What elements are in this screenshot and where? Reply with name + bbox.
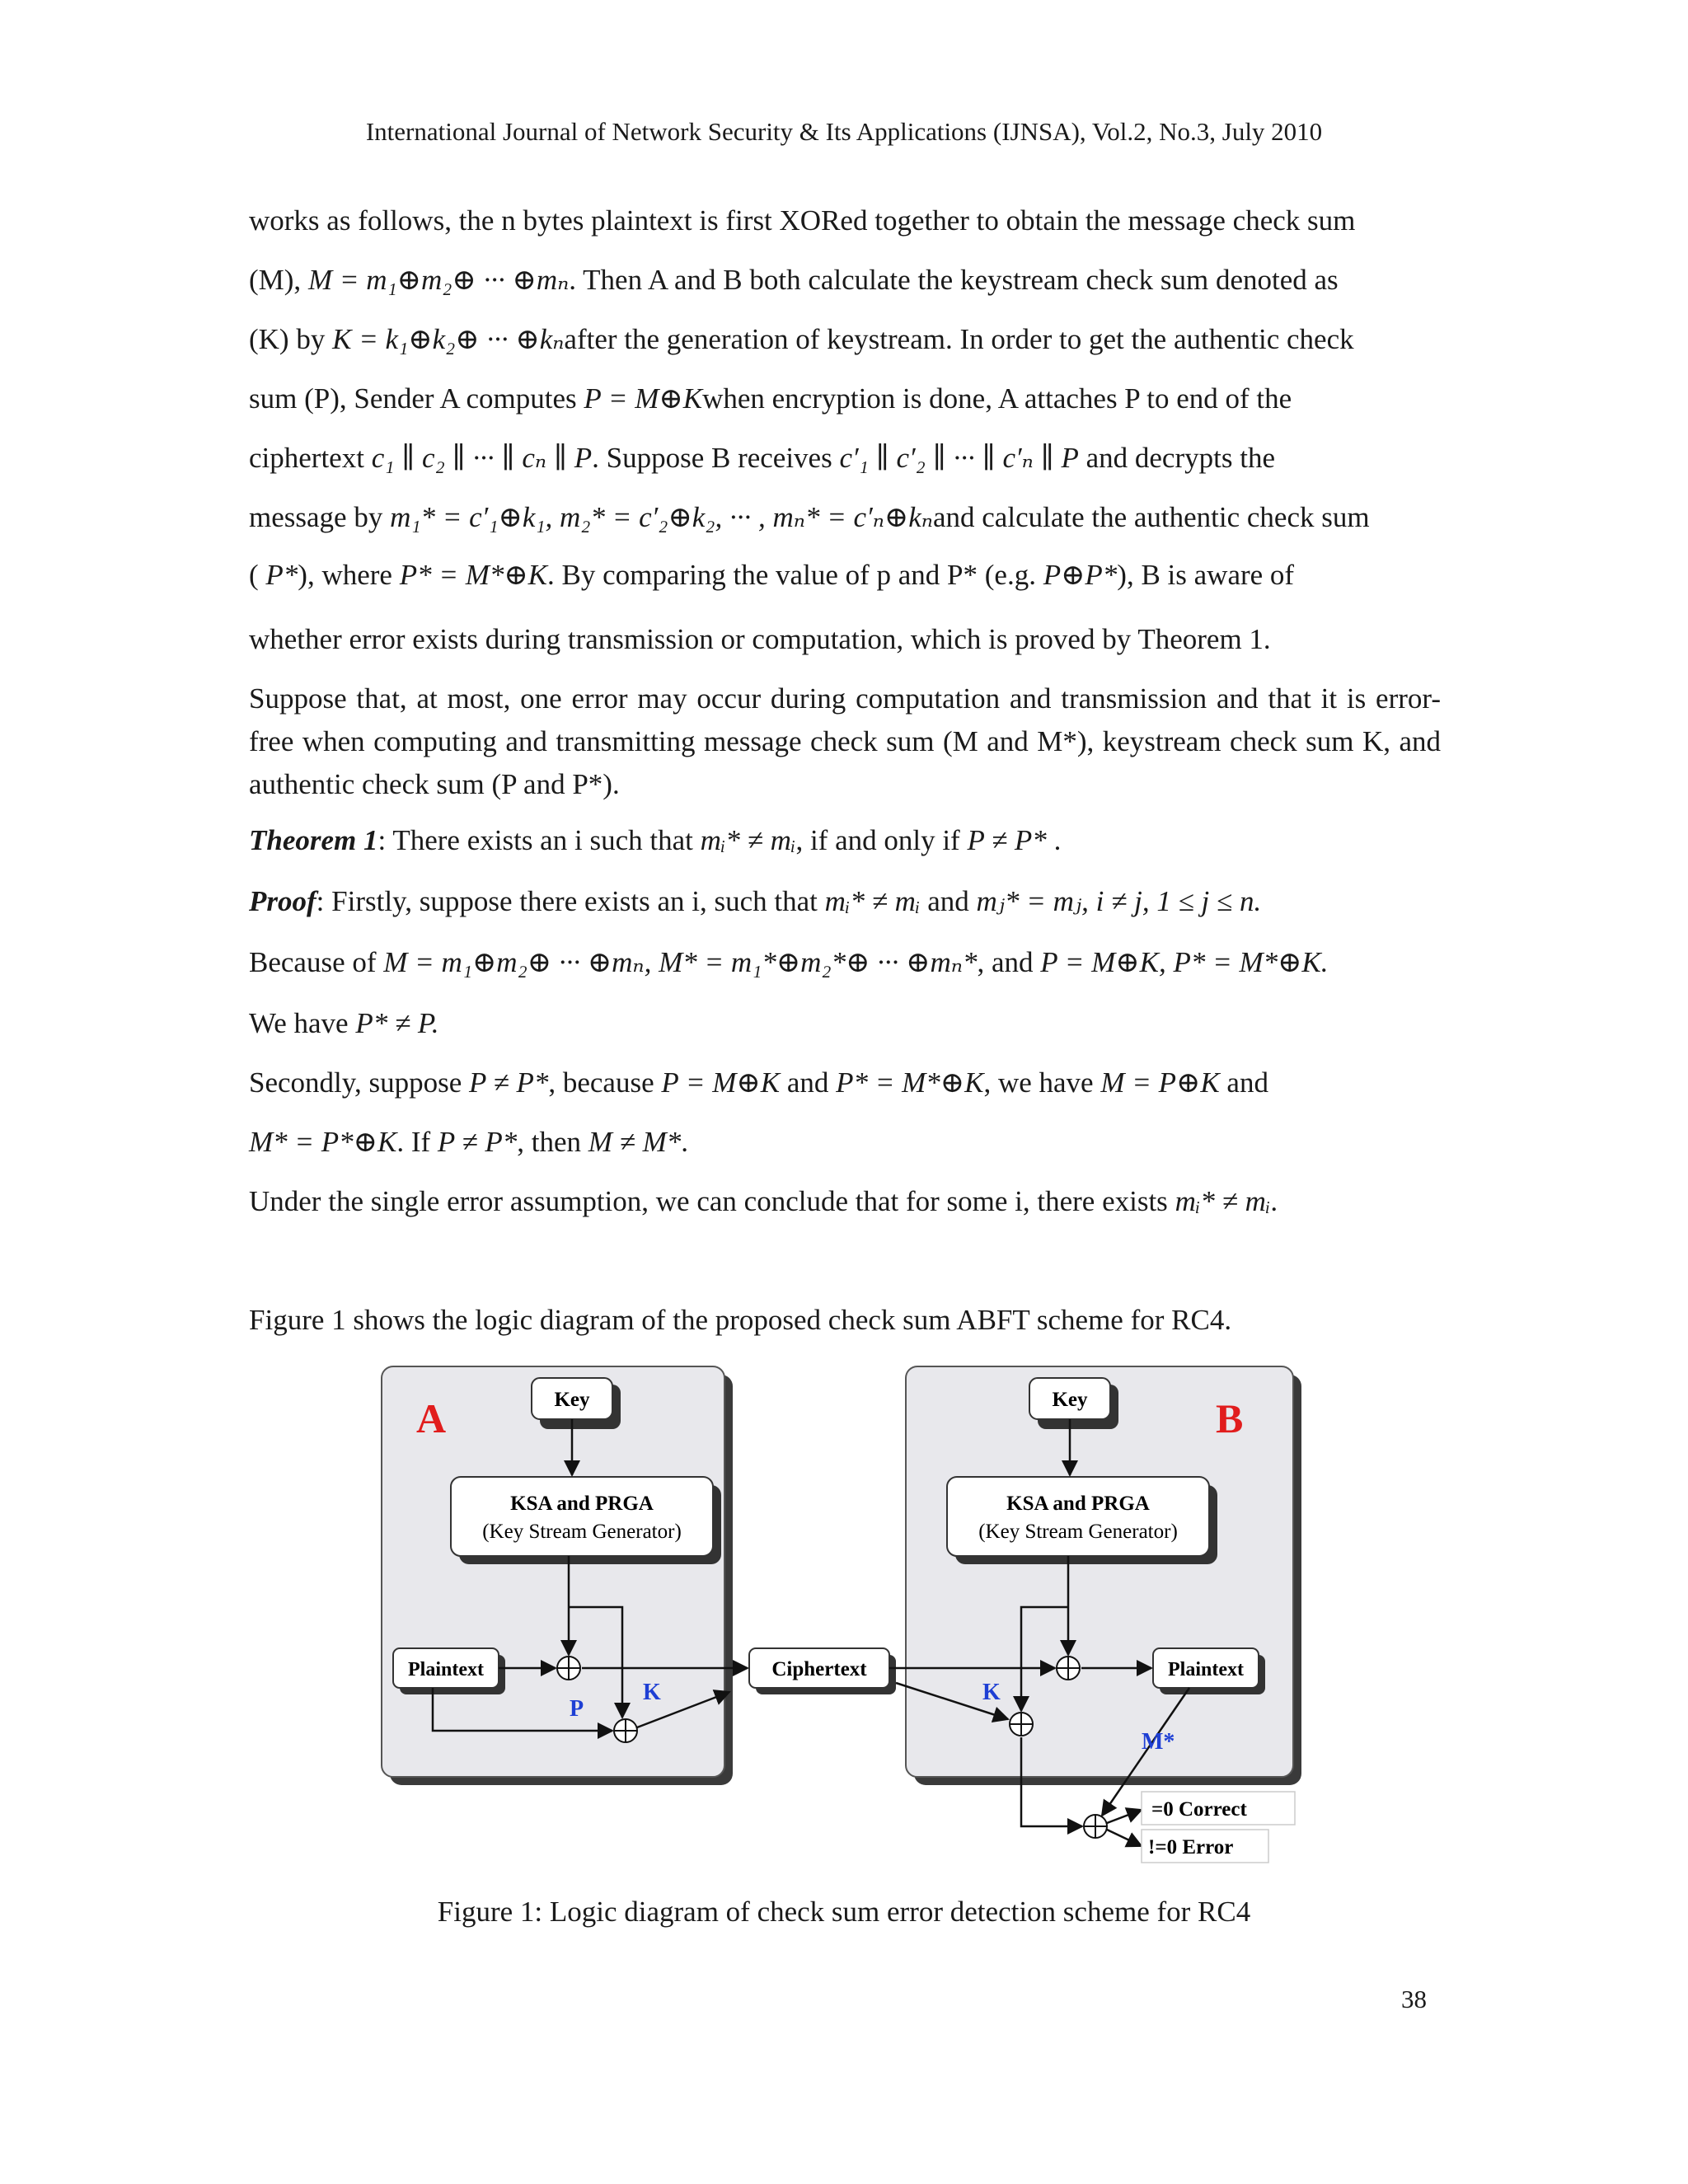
correct-label: =0 Correct [1151,1798,1247,1821]
math-expression: mᵢ* ≠ mᵢ [1175,1185,1271,1217]
math-expression: M ≠ M* [588,1126,682,1158]
xor-node-a-encrypt [557,1657,580,1680]
math-expression: P ≠ P* [967,824,1047,856]
panel-a [382,1366,733,1785]
label-k-a: K [643,1680,661,1705]
body-line-3 [249,323,1354,356]
ksa-a-box [451,1477,713,1556]
text: message by [249,501,391,533]
text: : There exists an i such that [377,824,701,856]
math-expression: P* ≠ P. [355,1007,439,1039]
plaintext-a-label: Plaintext [408,1659,484,1680]
math-expression: P = M⊕K [661,1066,781,1099]
key-a-label: Key [554,1389,590,1411]
conclusion-line [249,1185,1278,1218]
text: and calculate the authentic check sum [932,501,1370,533]
text: , we have [983,1066,1101,1099]
proof-line [249,885,1261,918]
math-expression: P* [265,559,298,591]
body-line-6 [249,501,1370,534]
math-expression: P* = M*⊕K [399,559,548,591]
ksa-b-title: KSA and PRGA [1006,1493,1150,1515]
math-expression: P = M⊕K, P* = M*⊕K. [1040,946,1329,978]
body-line-5 [249,442,1275,475]
we-have-line [249,1007,439,1040]
ksa-a-subtitle: (Key Stream Generator) [482,1521,682,1543]
ksa-a-title: KSA and PRGA [510,1493,654,1515]
math-expression: m₁* = c′₁⊕k₁, m₂* = c′₂⊕k₂, ··· , mₙ* = c′ₙ⊕kₙ [390,501,933,533]
text: . [1046,824,1062,856]
text: (M), [249,264,308,296]
body-line-1 [249,204,1355,237]
text: Secondly, suppose [249,1066,470,1099]
journal-header: International Journal of Network Security & Its Applications (IJNSA), Vol.2, No.3, July 2010 [365,117,1323,146]
text: . By comparing the value of p and P* (e.g. [547,559,1043,591]
panel-b-label: B [1216,1395,1244,1441]
math-expression: mᵢ* ≠ mᵢ [824,885,921,917]
math-expression: P⊕P* [1043,559,1118,591]
ksa-b-subtitle: (Key Stream Generator) [978,1521,1178,1543]
secondly-line [249,1066,1268,1099]
mstar-line [249,1126,688,1159]
text: ( [249,559,266,591]
text: and [780,1066,837,1099]
arrow-to-error [1107,1830,1142,1846]
text: ), B is aware of [1117,559,1295,591]
body-line-2 [249,264,1339,297]
text: after the generation of keystream. In order to get the authentic check [564,323,1354,355]
math-expression: mⱼ* = mⱼ, i ≠ j, 1 ≤ j ≤ n. [976,885,1262,917]
math-expression: P ≠ P* [437,1126,518,1158]
panel-b [906,1366,1301,1785]
text: Figure 1 shows the logic diagram of the proposed check sum ABFT scheme for RC4. [249,1304,1232,1336]
page-number: 38 [1401,1985,1427,2013]
math-expression: P ≠ P* [469,1066,549,1099]
text: ), where [298,559,400,591]
text: We have [249,1007,356,1039]
text: , then [517,1126,588,1158]
text: Because of [249,946,384,978]
math-expression: P* = M*⊕K [836,1066,984,1099]
text: . [1270,1185,1278,1217]
label-k-b: K [982,1680,1001,1705]
xor-node-a-checksum [614,1719,637,1742]
text: , and [977,946,1041,978]
math-expression: M = P⊕K [1100,1066,1220,1099]
text: and [920,885,977,917]
text: when encryption is done, A attaches P to end of the [702,382,1292,415]
text: (K) by [249,323,333,355]
ksa-b-box [947,1477,1209,1556]
label-mstar: M* [1142,1729,1175,1755]
error-label: !=0 Error [1148,1836,1234,1858]
body-line-7 [249,559,1294,592]
text: . Suppose B receives [592,442,840,474]
proof-label: Proof [249,885,316,917]
theorem-label: Theorem 1 [249,824,378,856]
text: . Then A and B both calculate the keystream check sum denoted as [569,264,1339,296]
math-expression: c′₁ ∥ c′₂ ∥ ··· ∥ c′ₙ ∥ P [839,442,1079,474]
xor-node-compare [1084,1815,1107,1838]
label-p: P [570,1696,584,1722]
text: and [1219,1066,1268,1099]
text: . If [396,1126,438,1158]
text: sum (P), Sender A computes [249,382,584,415]
xor-node-b-decrypt [1057,1657,1080,1680]
text: Under the single error assumption, we can conclude that for some i, there exists [249,1185,1175,1217]
text: , if and only if [795,824,968,856]
body-line-8 [249,623,1271,656]
math-expression: P = M⊕K [584,382,703,415]
math-expression: c₁ ∥ c₂ ∥ ··· ∥ cₙ ∥ P [371,442,593,474]
math-expression: M* = P*⊕K [249,1126,397,1158]
logic-diagram [375,1360,1323,1871]
math-expression: M = m₁⊕m₂⊕ ··· ⊕mₙ [307,264,570,296]
figure-caption: Figure 1: Logic diagram of check sum error detection scheme for RC4 [437,1896,1251,1928]
figure-intro-line [249,1304,1231,1337]
text: ciphertext [249,442,372,474]
because-line [249,946,1329,979]
assumption-paragraph: Suppose that, at most, one error may occur during computation and transmission and that it is error-free when computing and transmitting message check sum (M and M*), keystream check sum K, and authentic check sum (P and P*). [249,682,1441,800]
text: works as follows, the n bytes plaintext is first XORed together to obtain the message check sum [249,204,1356,237]
plaintext-b-label: Plaintext [1168,1659,1244,1680]
panel-a-label: A [416,1395,447,1441]
arrow-to-correct [1107,1810,1142,1823]
text: . [681,1126,689,1158]
ciphertext-label: Ciphertext [771,1658,867,1680]
math-expression: K = k₁⊕k₂⊕ ··· ⊕kₙ [332,323,565,355]
theorem-line [249,824,1061,857]
key-b-label: Key [1052,1389,1088,1411]
text: whether error exists during transmission or computation, which is proved by Theorem 1. [249,623,1271,655]
xor-node-b-checksum [1010,1713,1033,1736]
text: , because [548,1066,662,1099]
text: and decrypts the [1078,442,1275,474]
text: : Firstly, suppose there exists an i, such that [316,885,825,917]
math-expression: M = m₁⊕m₂⊕ ··· ⊕mₙ, M* = m₁*⊕m₂*⊕ ··· ⊕mₙ* [383,946,978,978]
body-line-4 [249,382,1292,415]
math-expression: mᵢ* ≠ mᵢ [700,824,796,856]
